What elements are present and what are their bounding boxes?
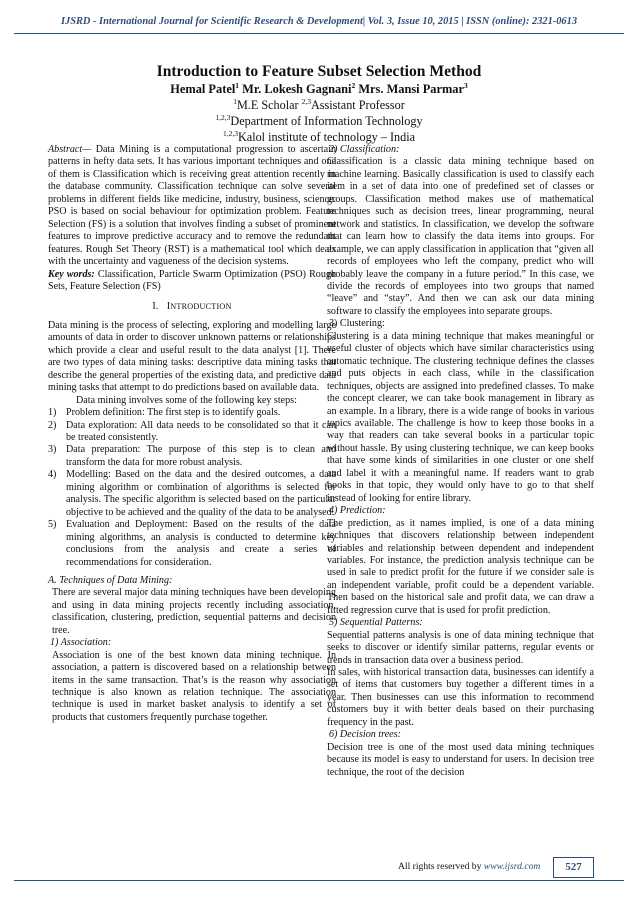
list-item [48,407,336,419]
aff-sup: 2,3 [301,97,311,106]
footer-rights [398,861,540,872]
section-initial: I [166,301,171,313]
section-title-rest: NTRODUCTION [170,302,232,312]
right-column [327,144,594,779]
page-number: 527 [553,857,594,878]
sequential-paragraph-2: In sales, with historical transaction data, businesses can identify a set of items that customers buy together a different times in a year. Then businesses can use this information to recommend customers buy it with better deals based on their purchasing frequency in the past. [327,667,594,728]
aff-inst: Kalol institute of technology – India [237,130,416,144]
section-heading-introduction [48,301,336,313]
author-1: Hemal Patel [170,82,236,96]
classification-paragraph: Classification is a classic data mining technique based on machine learning. Basically classification is used to classify each item in a set of data into one of predefined set of classes or groups. Classification method makes use of mathematical techniques such as decision trees, linear programming, neural network and statistics. In classification, we develop the software that can learn how to classify the data items into groups. For example, we can apply classification in application that “given all records of employees who left the company, predict who will probably leave the company in a future period.” In this case, we divide the records of employees into two groups that named “leave” and “stay”. And then we can ask our data mining software to classify the employees into separate groups. [327,156,594,317]
abstract-label: Abstract— [48,144,92,155]
list-item [48,420,336,445]
aff-sup: 1,2,3 [222,129,238,138]
heading-clustering: 3) Clustering: [329,318,385,330]
abstract [48,144,336,269]
list-item [48,444,336,469]
list-text: Modelling: Based on the data and the desired outcomes, a data mining algorithm or combination of algorithms is selected for analysis. The specific algorithm is selected based on the particular objective to be achieved and the quality of the data to be analysed. [66,469,336,518]
techniques-paragraph: There are several major data mining techniques have been developing and using in data mining projects recently including association, classification, clustering, prediction, sequential patterns and decision tree. [52,587,336,636]
footer-text: All rights reserved by [398,861,484,872]
aff-role-1: M.E Scholar [236,98,302,112]
journal-header: IJSRD - International Journal for Scientific Research & Development| Vol. 3, Issue 10, 2015 | ISSN (online): 2321-0613 [60,16,578,27]
list-number: 2) [48,419,57,431]
steps-list [48,407,336,569]
clustering-paragraph: Clustering is a data mining technique that makes meaningful or useful cluster of objects which have similar characteristics using automatic technique. The clustering technique defines the classes and puts objects in each class, while in the classification techniques, objects are assigned into predefined classes. To make the concept clearer, we can take book management in library as an example. In a library, there is a wide range of books in various topics available. The challenge is how to keep those books in a way that readers can take several books in a particular topic without hassle. By using clustering technique, we can keep books that have some kinds of similarities in one cluster or one shelf and label it with a meaningful name. If readers want to grab books in that topic, they would only have to go to that shelf instead of looking for entire library. [327,330,594,504]
keywords-text: Classification, Particle Swarm Optimization (PSO) Rough Sets, Feature Selection (FS) [48,268,336,292]
list-number: 1) [48,407,57,419]
left-column [48,144,336,724]
aff-role-2: Assistant Professor [311,98,405,112]
decision-paragraph: Decision tree is one of the most used data mining techniques because its model is easy to understand for users. In decision tree technique, the root of the decision [327,741,594,778]
list-text: Problem definition: The first step is to identify goals. [66,407,281,419]
affiliation-institute [60,129,578,145]
author-3: Mrs. Mansi Parmar [358,82,464,96]
sequential-paragraph-1: Sequential patterns analysis is one of data mining technique that seeks to discover or identify similar patterns, regular events or trends in transaction data over a business period. [327,629,594,666]
author-2-sup: 2 [351,81,356,90]
list-number: 4) [48,469,57,481]
intro-paragraph-2: Data mining involves some of the following key steps: [76,394,297,406]
list-item [48,469,336,519]
heading-association: 1) Association: [50,637,112,649]
affiliation-department [60,113,578,129]
list-text: Evaluation and Deployment: Based on the results of the data mining algorithms, an analysis is conducted to determine key conclusions from the analysis and create a series of recommendations for consideration. [66,519,336,568]
author-line [60,81,578,97]
keywords [48,269,336,294]
author-1-sup: 1 [235,81,240,90]
list-number: 3) [48,444,57,456]
aff-sup: 1 [233,97,237,106]
heading-classification: 2) Classification: [329,144,400,155]
abstract-text: Data Mining is a computational progression to ascertain patterns in hefty data sets. It has various important techniques and one of them is Classification which is receiving great attention recently in the database community. Classification technique can solve several problems in different fields like medicine, industry, business, science. PSO is based on social behaviour for optimization problem. Feature Selection (FS) is a solution that involves finding a subset of prominent features to improve predictive accuracy and to remove the redundant features. Rough Set Theory (RST) is a mathematical tool which deals with the uncertainty and vagueness of the decision systems. [48,144,336,268]
header-rule [14,33,624,34]
list-number: 5) [48,519,57,531]
prediction-paragraph: The prediction, as it names implied, is one of a data mining techniques that discovers relationship between independent variables and relationship between dependent and independent variables. For instance, the prediction analysis technique can be used in sale to predict profit for the future if we consider sale is an independent variable, profit could be a dependent variable. Then based on the historical sale and profit data, we can draw a fitted regression curve that is used for profit prediction. [327,517,594,616]
association-paragraph: Association is one of the best known data mining technique. In association, a pattern is discovered based on a relationship between items in the same transaction. That’s is the reason why association technique is also known as relation technique. The association technique is used in market basket analysis to identify a set of products that customers frequently purchase together. [52,649,336,723]
heading-sequential-patterns: 5) Sequential Patterns: [329,617,423,629]
aff-dept: Department of Information Technology [230,114,423,128]
footer-link[interactable]: www.ijsrd.com [483,861,541,872]
subsection-heading-techniques: A. Techniques of Data Mining: [48,574,173,586]
footer-rule [14,880,624,881]
list-item [48,519,336,569]
heading-prediction: 4) Prediction: [329,505,386,517]
aff-sup: 1,2,3 [215,113,231,122]
title-block [60,63,578,145]
author-3-sup: 3 [464,81,468,90]
paper-title: Introduction to Feature Subset Selection Method [156,63,482,80]
author-2: Mr. Lokesh Gagnani [242,82,352,96]
list-text: Data preparation: The purpose of this step is to clean and transform the data for more robust analysis. [66,444,336,468]
keywords-label: Key words: [48,268,95,280]
heading-decision-trees: 6) Decision trees: [329,729,401,741]
affiliation-roles [60,97,578,113]
list-text: Data exploration: All data needs to be consolidated so that it can be treated consistently. [66,419,336,443]
section-number: I. [152,301,159,313]
intro-paragraph-1: Data mining is the process of selecting, exploring and modelling large amounts of data in order to discover unknown patterns or relationships which provide a clear and useful result to the data analyst [1]. There are two types of data mining tasks: descriptive data mining tasks that describe the general properties of the existing data, and predictive data mining tasks that attempt to do predictions based on available data. [48,319,336,394]
